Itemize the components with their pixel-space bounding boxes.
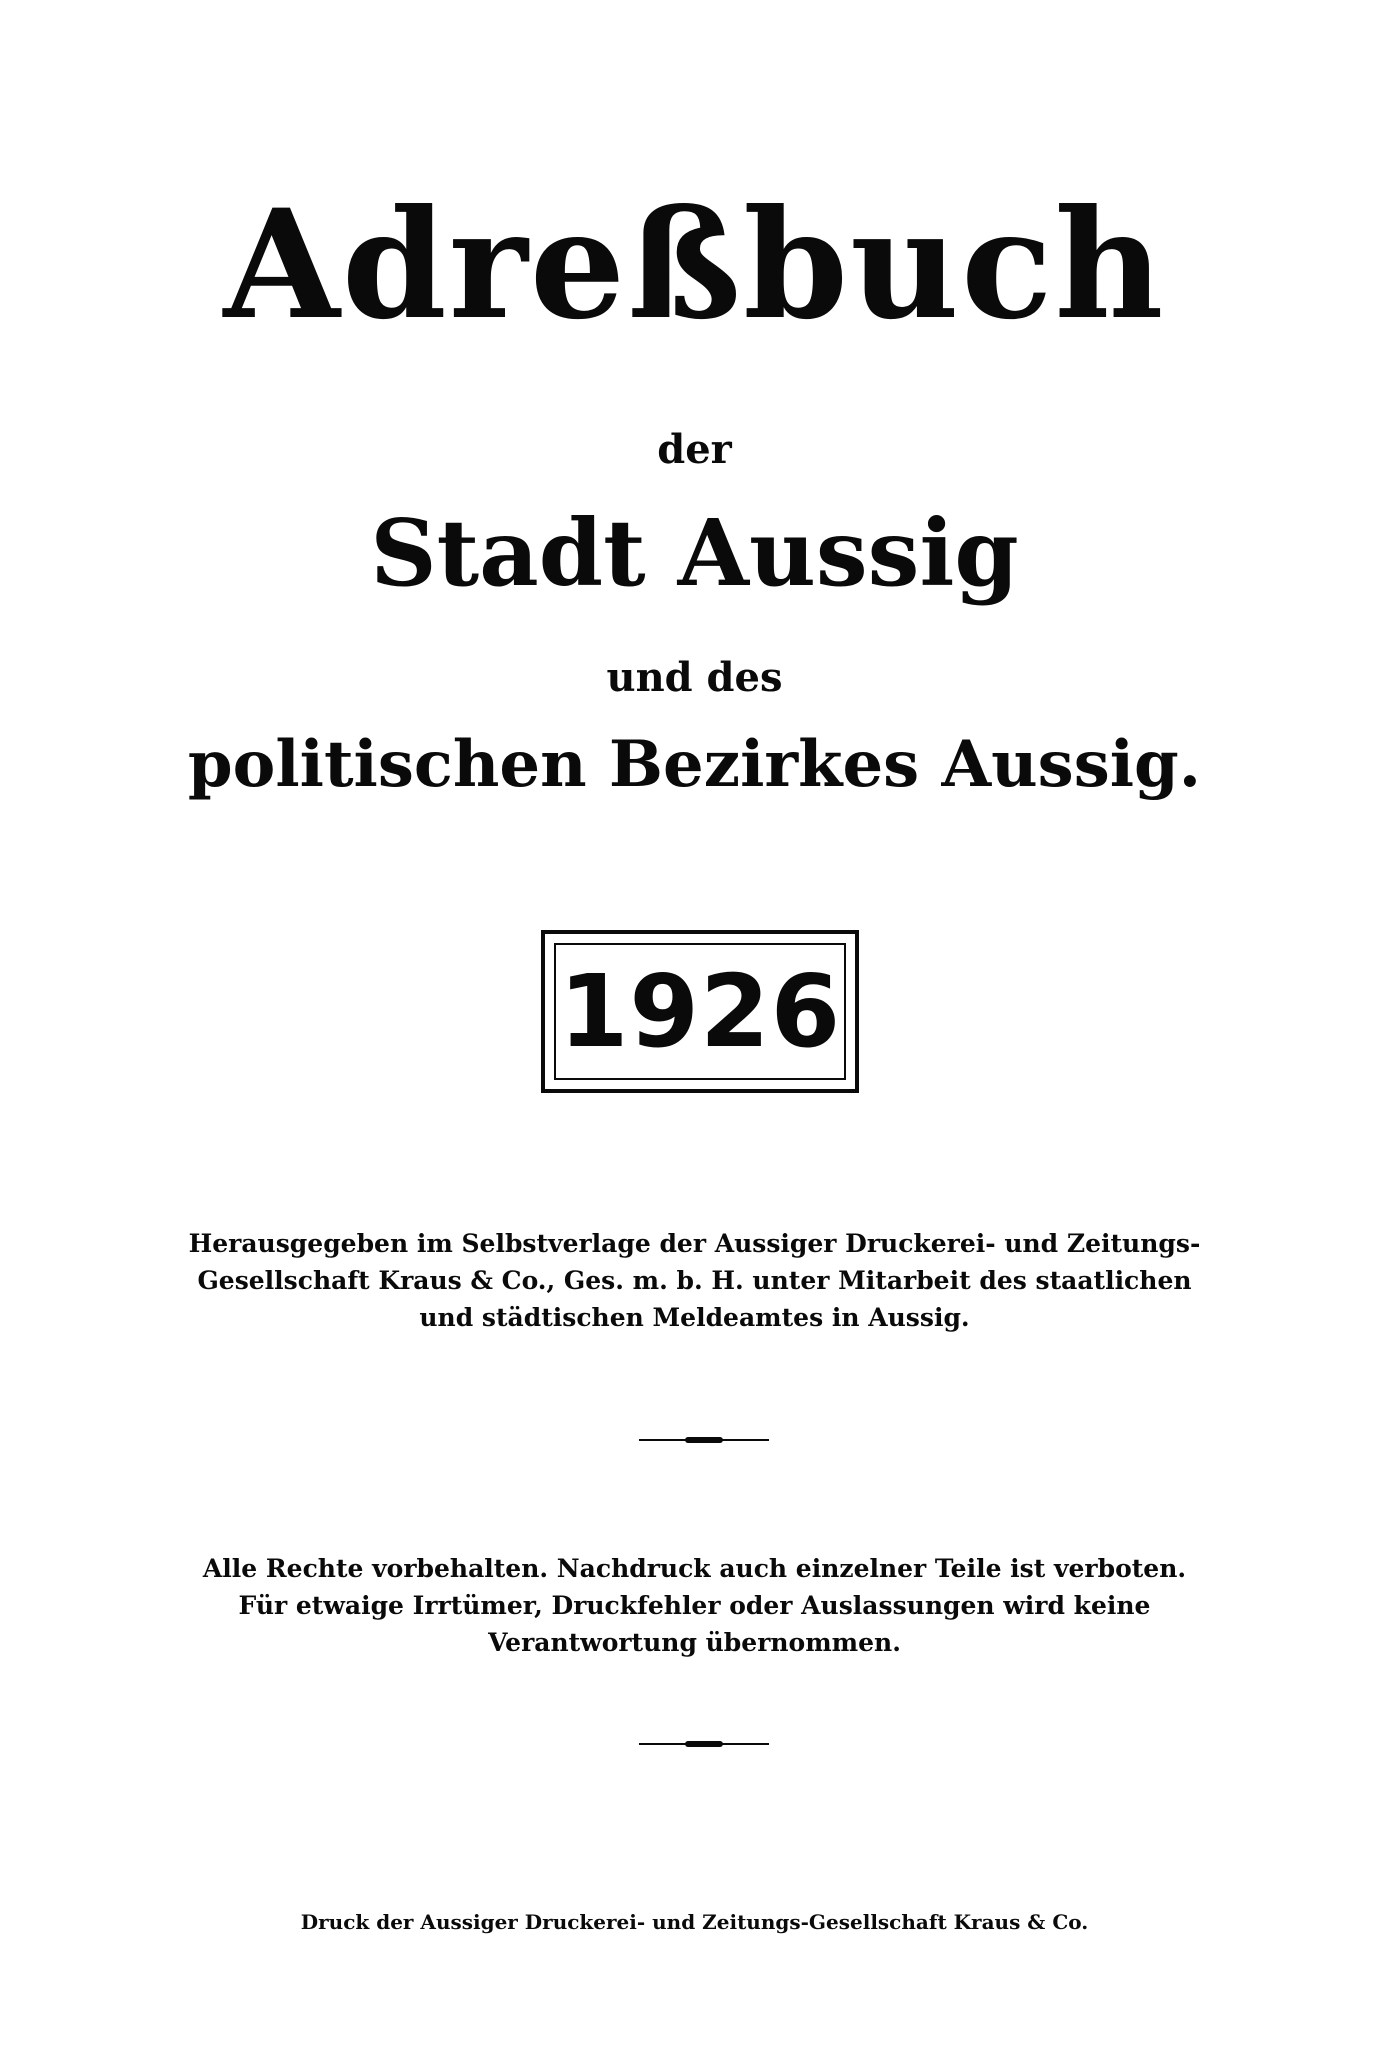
ornamental-rule [639,1740,769,1748]
main-title: Adreßbuch [223,177,1166,353]
rights-note-line: Verantwortung übernommen. [488,1628,901,1657]
rights-note-line: Alle Rechte vorbehalten. Nachdruck auch einzelner Teile ist verboten. [202,1554,1187,1583]
connector-und-des: und des [606,654,783,701]
publisher-note-line: und städtischen Meldeamtes in Aussig. [419,1303,970,1332]
year: 1926 [558,952,842,1070]
district-title: politischen Bezirkes Aussig. [187,727,1202,802]
rights-note-line: Für etwaige Irrtümer, Druckfehler oder Auslassungen wird keine [238,1591,1151,1620]
publisher-note [0,1225,1389,1336]
printer-imprint: Druck der Aussiger Druckerei- und Zeitungs-Gesellschaft Kraus & Co. [300,1910,1089,1934]
publisher-note-line: Herausgegeben im Selbstverlage der Aussiger Druckerei- und Zeitungs- [188,1229,1201,1258]
year-box [541,930,859,1093]
connector-der: der [657,426,732,473]
rights-note [0,1550,1389,1661]
city-title: Stadt Aussig [370,499,1019,607]
ornamental-rule [639,1436,769,1444]
year-box-inner-frame [554,943,846,1080]
publisher-note-line: Gesellschaft Kraus & Co., Ges. m. b. H. unter Mitarbeit des staatlichen [197,1266,1192,1295]
